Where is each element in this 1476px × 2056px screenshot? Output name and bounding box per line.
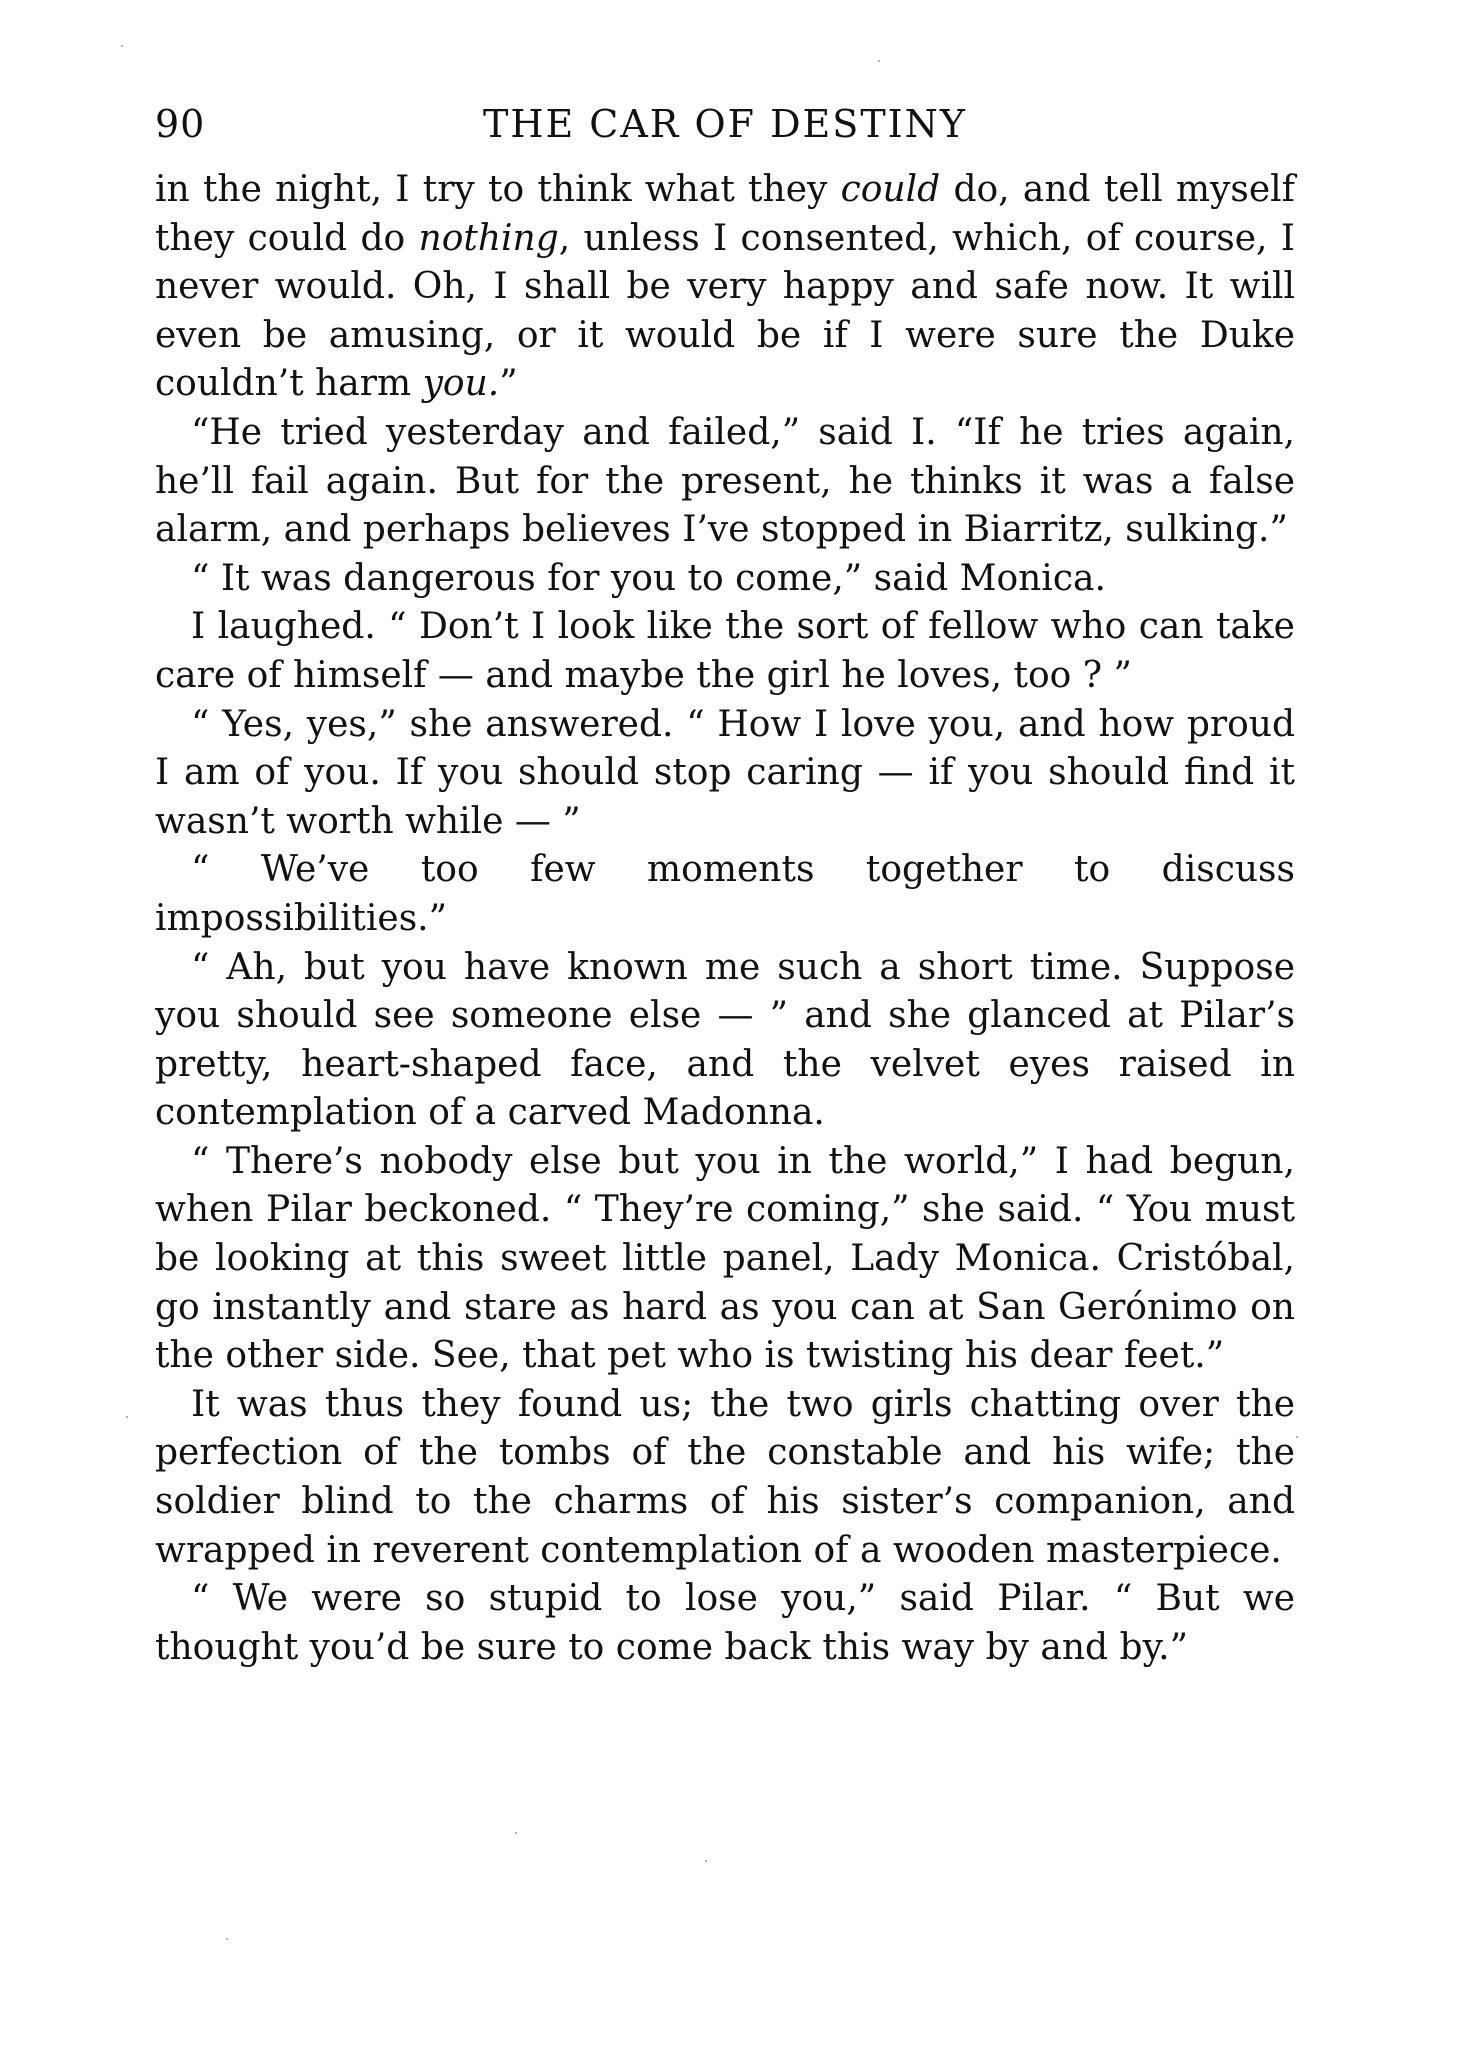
italic-text: nothing — [418, 217, 559, 259]
page-number: 90 — [155, 102, 206, 146]
paragraph-10: “ We were so stupid to lose you,” said Pilar. “ But we thought you’d be sure to come back this way by and by.” — [155, 1578, 1295, 1668]
text-run: ” — [499, 363, 518, 405]
paper-speck — [121, 45, 123, 47]
paper-speck — [705, 1860, 707, 1862]
paragraph-8: “ There’s nobody else but you in the world,” I had begun, when Pilar beckoned. “ They’re coming,” she said. “ You must be looking at this sweet little panel, Lady Monica. Cristóbal, go instantly and stare as hard as you can at San Gerónimo on the other side. See, that pet who is twisting his dear feet.” — [155, 1140, 1295, 1377]
running-title: THE CAR OF DESTINY — [482, 102, 968, 146]
paper-speck — [515, 1832, 517, 1834]
text-run: in the night, I try to think what they — [155, 169, 841, 210]
paper-speck — [878, 60, 880, 62]
paragraph-1 — [155, 166, 1295, 409]
paragraph-9: It was thus they found us; the two girls chatting over the perfection of the tombs of the constable and his wife; the soldier blind to the charms of his sister’s companion, and wrapped in reverent contemplation of a wooden masterpiece. — [155, 1383, 1295, 1571]
italic-text: could — [840, 169, 941, 210]
paper-speck — [226, 1938, 228, 1940]
text-run: do, and tell myself they could do — [155, 169, 1295, 259]
paragraph-2: “He tried yesterday and failed,” said I. “If he tries again, he’ll fail again. But for the present, he thinks it was a false alarm, and perhaps believes I’ve stopped in Biarritz, sulking.” — [155, 411, 1295, 551]
paper-speck — [1296, 1436, 1298, 1438]
paper-speck — [126, 1416, 128, 1418]
text-run: , unless I consented, which, of course, I never would. Oh, I shall be very happy and safe now. It will even be amusing, or it would be if I were sure the Duke couldn’t harm — [155, 217, 1295, 405]
running-head — [155, 96, 1295, 152]
paragraph-5: “ Yes, yes,” she answered. “ How I love you, and how proud I am of you. If you should stop caring — if you should find it wasn’t worth while — ” — [155, 703, 1295, 842]
paragraph-3: “ It was dangerous for you to come,” said Monica. — [191, 557, 1106, 599]
paragraph-4: I laughed. “ Don’t I look like the sort of fellow who can take care of himself — and maybe the girl he loves, too ? ” — [155, 606, 1295, 696]
italic-text: you. — [422, 363, 500, 405]
paragraph-7: “ Ah, but you have known me such a short time. Suppose you should see someone else — ” and she glanced at Pilar’s pretty, heart-shaped face, and the velvet eyes raised in contemplation of a carved Madonna. — [155, 946, 1295, 1134]
paragraph-6: “ We’ve too few moments together to discuss impossibilities.” — [155, 849, 1295, 939]
body-text — [155, 166, 1295, 1672]
